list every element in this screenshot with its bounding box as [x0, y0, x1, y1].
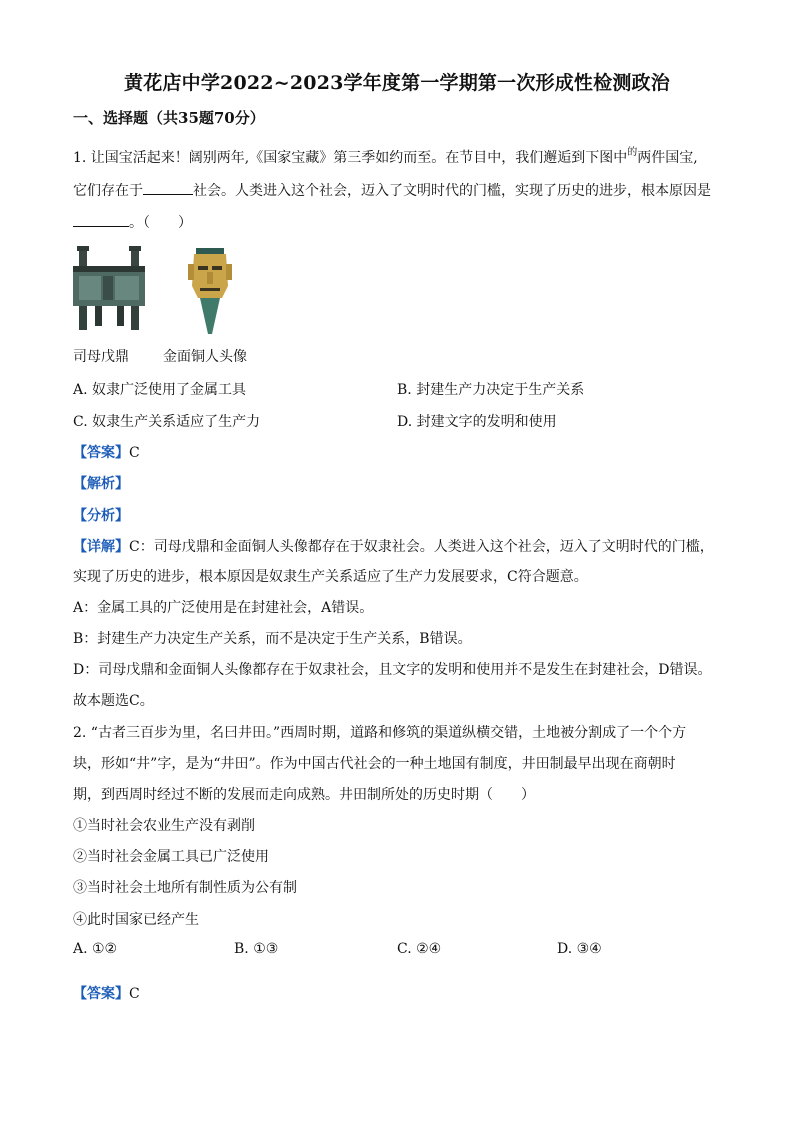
caption-gold-mask-head: 金面铜人头像: [163, 349, 247, 365]
q1-detail-line-1: 【详解】C：司母戊鼎和金面铜人头像都存在于奴隶社会。人类进入这个社会，迈入了文明时代的门槛，: [73, 539, 714, 555]
q1-blank-2: [73, 212, 129, 227]
q1-fenxi-label: 分析: [87, 508, 115, 524]
q2-line-3: 期，到西周时经过不断的发展而走向成熟。井田制所处的历史时期（ ）: [73, 787, 535, 803]
q2-statement-1: ①当时社会农业生产没有剥削: [73, 818, 255, 834]
q1-line-2-rest: 社会。人类进入这个社会，迈入了文明时代的门槛，实现了历史的进步，根本原因是: [193, 183, 711, 199]
q1-analysis-label: 解析: [87, 476, 115, 492]
q2-statement-4: ④此时国家已经产生: [73, 912, 199, 928]
page-title: 黄花店中学2022~2023学年度第一学期第一次形成性检测政治: [124, 72, 670, 94]
q1-line-2: [73, 180, 711, 201]
q1-line-3: [73, 212, 192, 233]
gold-mask-bronze-head-illustration: [182, 246, 238, 336]
q1-line-2-text: 它们存在于: [73, 183, 143, 199]
section-heading: 一、选择题（共35题70分）: [73, 109, 265, 127]
q1-detail-line-5: D：司母戊鼎和金面铜人头像都存在于奴隶社会，且文字的发明和使用并不是发生在封建社会，D错误。: [73, 662, 712, 678]
q2-answer: 【答案】C: [73, 986, 140, 1002]
q1-answer: 【答案】C: [73, 445, 140, 461]
q1-detail-line-6: 故本题选C。: [73, 693, 154, 709]
caption-simuwu-ding: 司母戊鼎: [73, 349, 129, 365]
q2-option-b: B. ①③: [234, 941, 279, 957]
q1-detail-text-1: C：司母戊鼎和金面铜人头像都存在于奴隶社会。人类进入这个社会，迈入了文明时代的门槛，: [129, 539, 714, 555]
q2-option-c: C. ②④: [397, 941, 442, 957]
q2-answer-label: 答案: [87, 986, 115, 1002]
q1-analysis-heading: 【解析】: [73, 476, 129, 492]
q1-detail-label: 详解: [87, 539, 115, 555]
q2-statement-2: ②当时社会金属工具已广泛使用: [73, 849, 269, 865]
ding-leg: [79, 306, 87, 330]
q1-option-d: D. 封建文字的发明和使用: [397, 414, 557, 430]
q2-line-2: 块，形如“井”字，是为“井田”。作为中国古代社会的一种土地国有制度，井田制最早出现在商朝时: [73, 756, 676, 772]
q2-option-d: D. ③④: [557, 941, 602, 957]
q2-statement-3: ③当时社会土地所有制性质为公有制: [73, 880, 297, 896]
q1-option-c: C. 奴隶生产关系适应了生产力: [73, 414, 261, 430]
q2-line-1: 2. “古者三百步为里，名曰井田。”西周时期，道路和修筑的渠道纵横交错，土地被分割成了一个个方: [73, 725, 687, 741]
q1-line-3-text: 。（ ）: [129, 215, 192, 231]
gold-mask-head-image: [182, 246, 238, 336]
q1-line-1-end: 两件国宝,: [637, 150, 698, 166]
q2-option-a: A. ①②: [73, 941, 118, 957]
q1-detail-line-4: B：封建生产力决定生产关系，而不是决定于生产关系，B错误。: [73, 631, 472, 647]
simuwu-ding-image: [71, 246, 151, 332]
q1-answer-label: 答案: [87, 445, 115, 461]
q1-line-1: [73, 148, 698, 170]
q1-detail-line-2: 实现了历史的进步，根本原因是奴隶生产关系适应了生产力发展要求，C符合题意。: [73, 569, 588, 585]
q1-superscript: 的: [627, 147, 638, 158]
bronze-neck: [200, 298, 220, 334]
q1-option-a: A. 奴隶广泛使用了金属工具: [73, 382, 247, 398]
q2-answer-value: C: [129, 986, 140, 1002]
q1-detail-line-3: A：金属工具的广泛使用是在封建社会，A错误。: [73, 600, 374, 616]
q1-fenxi-heading: 【分析】: [73, 508, 129, 524]
q1-answer-value: C: [129, 445, 140, 461]
q1-blank-1: [143, 180, 193, 195]
q1-line-1-text: 1. 让国宝活起来！阔别两年,《国家宝藏》第三季如约而至。在节目中，我们邂逅到下图中: [73, 150, 628, 166]
q1-option-b: B. 封建生产力决定于生产关系: [397, 382, 585, 398]
bronze-ding-illustration: [71, 246, 151, 332]
